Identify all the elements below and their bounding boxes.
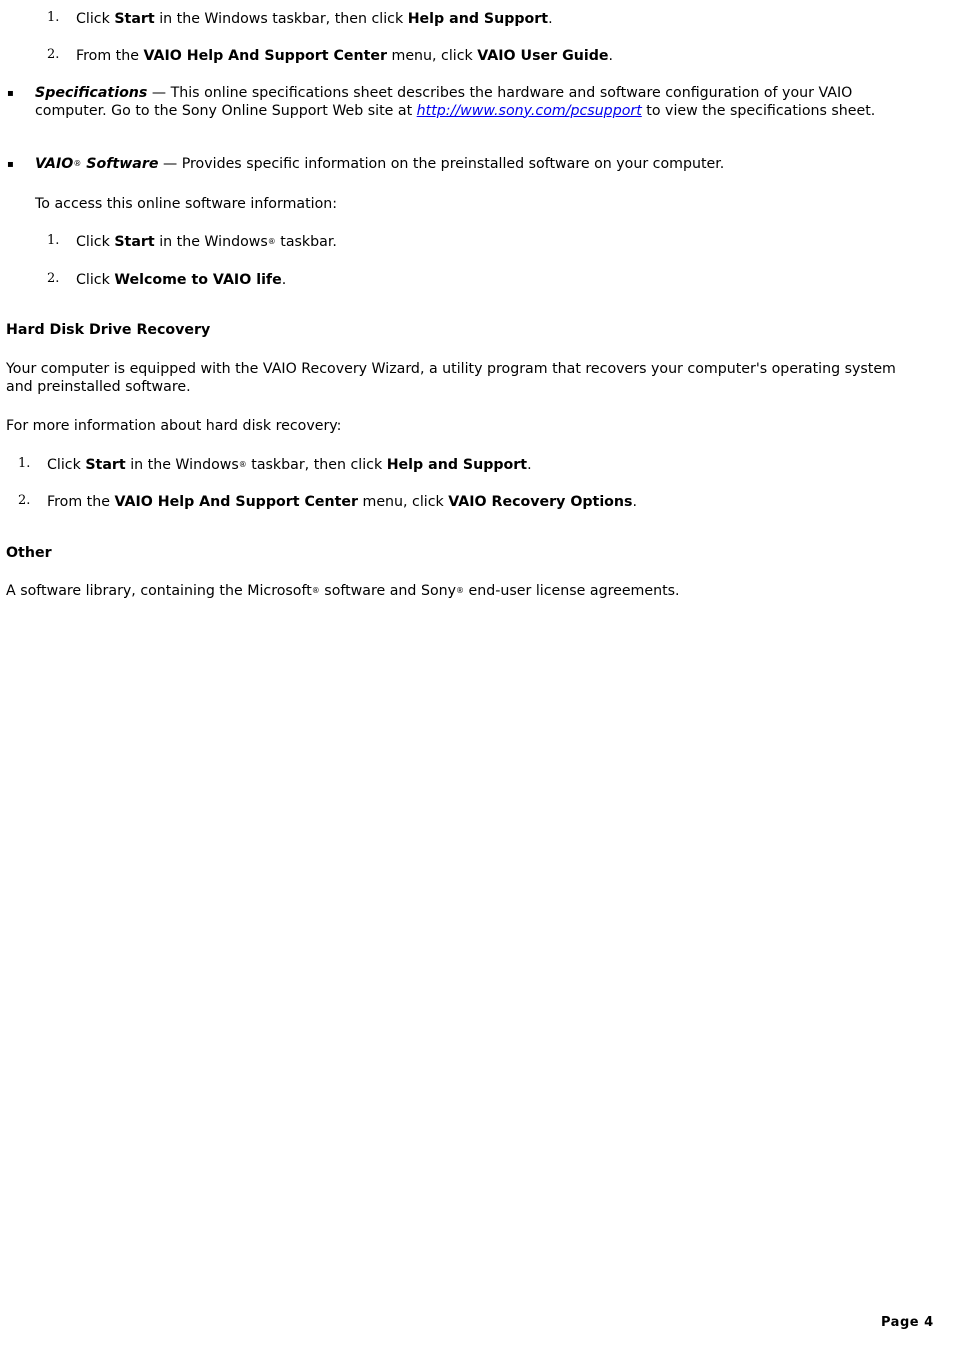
recovery-heading: Hard Disk Drive Recovery (6, 322, 211, 338)
other-heading: Other (6, 545, 52, 561)
recovery-step-1: Click Start in the Windows® taskbar, then click Help and Support. (47, 457, 532, 473)
step-number: 1. (47, 233, 60, 248)
step-number: 1. (18, 456, 31, 471)
access-instructions: To access this online software information: (35, 196, 338, 212)
step-number: 2. (47, 271, 60, 286)
recovery-paragraph: Your computer is equipped with the VAIO Recovery Wizard, a utility program that recovers your computer's operating system and preinstalled software. (6, 361, 896, 395)
pcsupport-link[interactable]: http://www.sony.com/pcsupport (416, 102, 642, 119)
step-number: 1. (47, 10, 60, 25)
bullet-icon: ▪ (7, 159, 14, 170)
software-step-2: Click Welcome to VAIO life. (76, 272, 287, 288)
help-step-1: Click Start in the Windows taskbar, then click Help and Support. (76, 11, 553, 27)
other-paragraph: A software library, containing the Microsoft® software and Sony® end-user license agreements. (6, 583, 680, 599)
step-number: 2. (18, 493, 31, 508)
recovery-intro: For more information about hard disk recovery: (6, 418, 342, 434)
bullet-icon: ▪ (7, 88, 14, 99)
page-number: Page 4 (881, 1315, 934, 1330)
vaio-software-item: VAIO® Software — Provides specific information on the preinstalled software on your computer. (35, 156, 725, 172)
specifications-item: Specifications — This online specifications sheet describes the hardware and software configuration of your VAIO computer. Go to the Sony Online Support Web site at http://www.sony.com/pcsupport to view the specifications sheet. (35, 85, 876, 119)
help-step-2: From the VAIO Help And Support Center menu, click VAIO User Guide. (76, 48, 613, 64)
step-number: 2. (47, 47, 60, 62)
recovery-step-2: From the VAIO Help And Support Center menu, click VAIO Recovery Options. (47, 494, 637, 510)
software-step-1: Click Start in the Windows® taskbar. (76, 234, 337, 250)
